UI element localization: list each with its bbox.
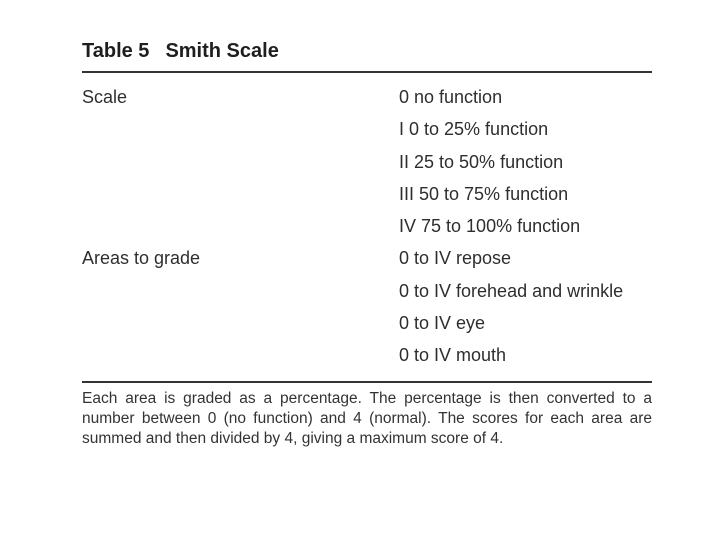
smith-scale-table bbox=[82, 36, 652, 449]
row-value: IV 75 to 100% function bbox=[399, 216, 581, 237]
table-bottom-rule bbox=[82, 381, 652, 383]
row-value: 0 to IV mouth bbox=[399, 345, 507, 366]
table-row bbox=[82, 81, 652, 113]
table-row bbox=[82, 275, 652, 307]
table-row bbox=[82, 210, 652, 242]
table-row bbox=[82, 339, 652, 371]
row-value: 0 no function bbox=[399, 87, 503, 107]
table-row bbox=[82, 307, 652, 339]
row-value: 0 to IV repose bbox=[399, 248, 512, 269]
table-footnote: Each area is graded as a percentage. The percentage is then converted to a number between 0 (no function) and 4 (normal). The scores for each area are summed and then divided by 4, giving a maximum score of 4. bbox=[82, 389, 652, 447]
row-value: III 50 to 75% function bbox=[399, 183, 569, 204]
table-row bbox=[82, 242, 652, 274]
row-value: 0 to IV eye bbox=[399, 313, 486, 334]
table-row bbox=[82, 146, 652, 178]
table-row bbox=[82, 178, 652, 210]
table-number: Table 5 bbox=[82, 40, 150, 62]
table-title: Smith Scale bbox=[165, 40, 279, 62]
row-value: I 0 to 25% function bbox=[399, 119, 549, 140]
row-value: II 25 to 50% function bbox=[399, 151, 564, 172]
row-label: Areas to grade bbox=[82, 248, 201, 269]
table-body bbox=[82, 73, 652, 381]
row-value: 0 to IV forehead and wrinkle bbox=[399, 280, 624, 301]
table-caption bbox=[82, 36, 652, 66]
table-row bbox=[82, 113, 652, 145]
row-label: Scale bbox=[82, 87, 128, 107]
